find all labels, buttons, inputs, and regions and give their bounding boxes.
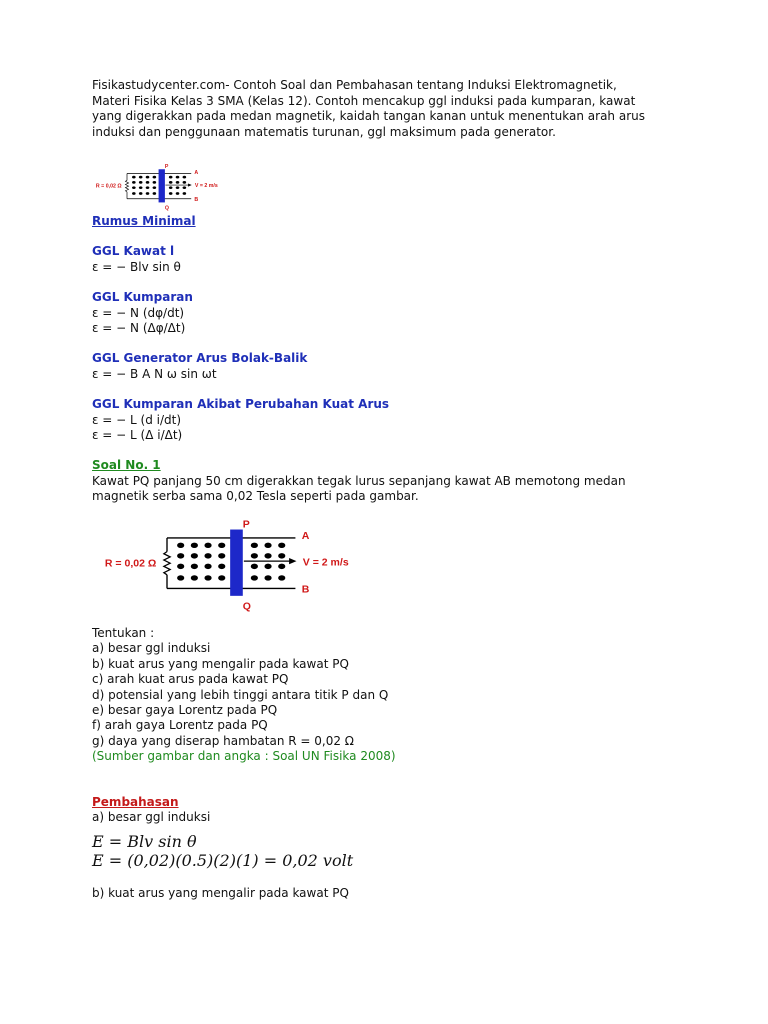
intro-line: Fisikastudycenter.com- Contoh Soal dan Pembahasan tentang Induksi Elektromagnetik, (92, 78, 617, 92)
formula-line: ε = − L (d i/dt) (92, 412, 182, 427)
formula-line: ε = − N (Δφ/Δt) (92, 321, 186, 336)
section-title: GGL Kawat l (92, 244, 175, 259)
intro-line: induksi dan penggunaan matematis turunan, ggl maksimum pada generator. (92, 124, 556, 139)
formula-line: ε = − B A N ω sin ωt (92, 366, 217, 381)
source-note: (Sumber gambar dan angka : Soal UN Fisika 2008) (92, 749, 396, 764)
question-item: e) besar gaya Lorentz pada PQ (92, 703, 278, 718)
small-figure (92, 164, 222, 217)
pembahasan-section (92, 795, 652, 901)
rumus-section (92, 214, 652, 505)
soal-text-line: magnetik serba sama 0,02 Tesla seperti pada gambar. (92, 489, 419, 504)
intro-line: yang digerakkan pada medan magnetik, kaidah tangan kanan untuk menentukan arah arus (92, 109, 645, 124)
pembahasan-part-a: a) besar ggl induksi (92, 810, 211, 825)
formula-line: ε = − L (Δ i/Δt) (92, 428, 183, 443)
formula-ggl-result: E = (0,02)(0.5)(2)(1) = 0,02 volt (92, 850, 354, 870)
intro-paragraph (92, 78, 652, 140)
question-item: c) arah kuat arus pada kawat PQ (92, 672, 289, 687)
question-item: d) potensial yang lebih tinggi antara titik P dan Q (92, 687, 389, 702)
document-page (92, 78, 652, 900)
intro-line: Materi Fisika Kelas 3 SMA (Kelas 12). Contoh mencakup ggl induksi pada kumparan, kawat (92, 93, 636, 108)
small-circuit-diagram (92, 164, 222, 214)
soal-text-line: Kawat PQ panjang 50 cm digerakkan tegak lurus sepanjang kawat AB memotong medan (92, 473, 626, 488)
question-item: f) arah gaya Lorentz pada PQ (92, 718, 268, 733)
pembahasan-heading: Pembahasan (92, 795, 179, 809)
question-item: b) kuat arus yang mengalir pada kawat PQ (92, 656, 349, 671)
soal-heading: Soal No. 1 (92, 458, 161, 473)
rumus-heading: Rumus Minimal (92, 214, 196, 228)
tentukan-label: Tentukan : (92, 626, 155, 640)
formula-line: ε = − Blv sin θ (92, 259, 181, 274)
main-figure (92, 519, 362, 622)
pembahasan-part-b: b) kuat arus yang mengalir pada kawat PQ (92, 885, 349, 900)
questions-section (92, 626, 652, 765)
question-item: g) daya yang diserap hambatan R = 0,02 Ω (92, 733, 354, 748)
circuit-diagram (92, 519, 362, 619)
section-title: GGL Kumparan Akibat Perubahan Kuat Arus (92, 397, 390, 412)
formula-line: ε = − N (dφ/dt) (92, 305, 185, 320)
section-title: GGL Generator Arus Bolak-Balik (92, 351, 308, 366)
section-title: GGL Kumparan (92, 290, 193, 305)
question-item: a) besar ggl induksi (92, 641, 211, 656)
formula-ggl: E = Blv sin θ (92, 831, 197, 851)
